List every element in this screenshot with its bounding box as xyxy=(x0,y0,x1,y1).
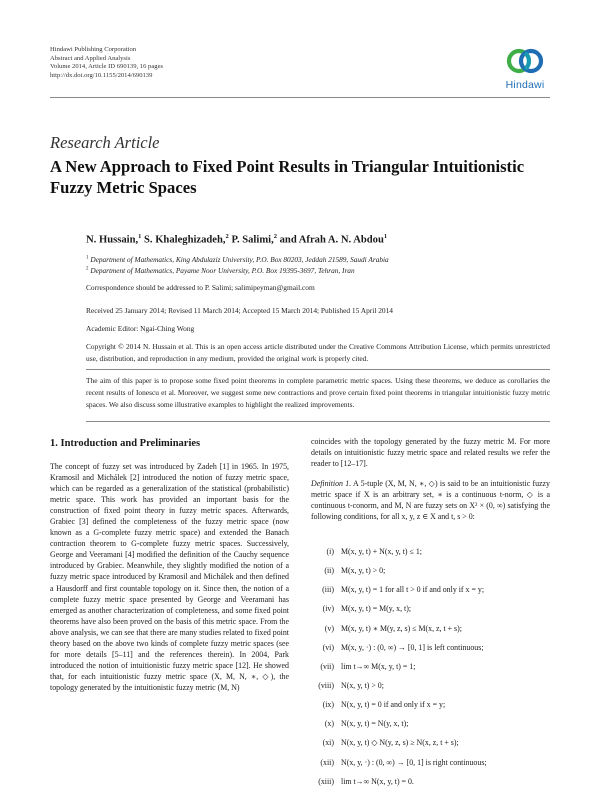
condition-number: (viii) xyxy=(318,680,334,690)
logo-wordmark: Hindawi xyxy=(505,79,545,91)
author-name: N. Hussain, xyxy=(86,234,139,246)
condition-text: M(x, y, t) = 1 for all t > 0 if and only if x = y; xyxy=(341,585,485,595)
section-heading: 1. Introduction and Preliminaries xyxy=(50,438,201,449)
condition-item xyxy=(311,699,550,718)
definition-label: Definition 1. xyxy=(311,479,352,489)
condition-text: N(x, y, t) ◇ N(y, z, s) ≥ N(x, z, t + s); xyxy=(341,738,459,748)
affiliation-text: Department of Mathematics, Payame Noor University, P.O. Box 19395-3697, Tehran, Iran xyxy=(88,266,355,275)
hindawi-rings-icon xyxy=(505,44,545,78)
condition-text: N(x, y, t) > 0; xyxy=(341,680,384,690)
author-affiliation-marker: 1 xyxy=(383,233,388,240)
condition-text: N(x, y, t) = N(y, x, t); xyxy=(341,719,409,729)
article-type: Research Article xyxy=(50,133,160,152)
copyright-notice: Copyright © 2014 N. Hussain et al. This is an open access article distributed under the Creative Commons Attribution License, which permits unrestricted use, distribution, and reproduction in any medium, provided the original work is properly cited. xyxy=(86,342,550,363)
hindawi-logo xyxy=(496,44,554,91)
intro-right-column xyxy=(311,436,550,522)
definition-paragraph xyxy=(311,478,550,522)
condition-text: N(x, y, t) = 0 if and only if x = y; xyxy=(341,700,446,710)
condition-item xyxy=(311,603,550,622)
author-name: S. Khaleghizadeh, xyxy=(141,234,226,246)
condition-text: M(x, y, t) ∗ M(y, z, s) ≤ M(x, z, t + s); xyxy=(341,623,462,633)
affiliation-marker: 1 xyxy=(86,255,89,261)
author-affiliation-marker: 2 xyxy=(273,233,277,240)
author-name: P. Salimi, xyxy=(228,234,274,246)
condition-number: (i) xyxy=(326,547,334,556)
condition-text: M(x, y, t) > 0; xyxy=(341,566,386,576)
condition-text: M(x, y, t) + N(x, y, t) ≤ 1; xyxy=(341,547,422,556)
condition-number: (xii) xyxy=(320,757,334,767)
condition-number: (iv) xyxy=(322,604,334,614)
condition-text: lim t→∞ N(x, y, t) = 0. xyxy=(341,776,414,786)
condition-item xyxy=(311,661,550,680)
author-name: and Afrah A. N. Abdou xyxy=(276,234,384,246)
condition-text: M(x, y, t) = M(y, x, t); xyxy=(341,604,412,614)
condition-text: M(x, y, ·) : (0, ∞) → [0, 1] is left continuous; xyxy=(341,642,484,652)
condition-item xyxy=(311,642,550,661)
article-title: A New Approach to Fixed Point Results in Triangular Intuitionistic Fuzzy Metric Spaces xyxy=(50,157,525,197)
intro-paragraph: The concept of fuzzy set was introduced by Zadeh [1] in 1965. In 1975, Kramosil and Michálek [2] introduced the notion of fuzzy metric space, which can be regarded as a generalization of the statistical (probabilistic) metric space. This work has provided an important basis for the construction of fixed point theory in fuzzy metric spaces. Afterwards, Grabiec [3] defined the completeness of the fuzzy metric space (now known as a G-complete fuzzy metric space) and extended the Banach contraction theorem to G-complete fuzzy metric spaces. Successively, George and Veeramani [4] modified the definition of the Cauchy sequence introduced by Grabiec. Meanwhile, they slightly modified the notion of a fuzzy metric space introduced by Kramosil and Michálek and then defined a Hausdorff and first countable topology on it. Since then, the notion of a complete fuzzy metric space presented by George and Veeramani has emerged as another characterization of completeness, and some fixed point theorems have also been proved on the basis of this metric space. From the above analysis, we can see that there are many studies related to fixed point theory based on the above two kinds of complete fuzzy metric spaces (see for more details [5–11] and the references therein). In 2004, Park introduced the notion of intuitionistic fuzzy metric space [12]. He showed that, for each intuitionistic fuzzy metric space (X, M, N, ∗, ◇), the topology generated by the intuitionistic fuzzy metric (M, N) xyxy=(50,462,289,692)
abstract-divider-top xyxy=(86,369,550,370)
affiliation-text: Department of Mathematics, King Abdulaziz University, P.O. Box 80203, Jeddah 21589, Saudi Arabia xyxy=(88,255,389,264)
condition-item xyxy=(311,718,550,737)
condition-item xyxy=(311,565,550,584)
publication-dates: Received 25 January 2014; Revised 11 March 2014; Accepted 15 March 2014; Published 15 April 2014 xyxy=(86,306,393,315)
intro-continuation: coincides with the topology generated by the fuzzy metric M. For more details on intuitionistic fuzzy metric space and related results we refer the reader to [12–17]. xyxy=(311,437,550,469)
condition-number: (vii) xyxy=(320,661,334,671)
header-divider xyxy=(50,97,550,98)
condition-number: (ix) xyxy=(322,700,334,710)
academic-editor: Academic Editor: Ngai-Ching Wong xyxy=(86,324,195,333)
condition-number: (vi) xyxy=(322,642,334,652)
condition-item xyxy=(311,546,550,565)
condition-item xyxy=(311,680,550,699)
condition-number: (iii) xyxy=(322,585,334,595)
author-list xyxy=(86,233,387,246)
condition-number: (xiii) xyxy=(318,776,334,786)
affiliation-2 xyxy=(86,266,355,275)
condition-item xyxy=(311,757,550,776)
condition-item xyxy=(311,584,550,603)
volume-line: Volume 2014, Article ID 690139, 16 pages xyxy=(50,63,164,71)
condition-number: (x) xyxy=(324,719,334,729)
journal-info xyxy=(50,46,163,80)
abstract: The aim of this paper is to propose some fixed point theorems in complete parametric metric spaces. Using these theorems, we deduce as corollaries the recent results of Ionescu et al. Moreover, we suggest some new contractions and prove certain fixed point theorems in triangular intuitionistic fuzzy metric spaces. We also discuss some illustrative examples to highlight the realized improvements. xyxy=(86,376,550,409)
condition-text: N(x, y, ·) : (0, ∞) → [0, 1] is right continuous; xyxy=(341,757,487,767)
affiliation-1 xyxy=(86,255,389,264)
condition-item xyxy=(311,737,550,756)
condition-number: (v) xyxy=(324,623,334,633)
condition-number: (ii) xyxy=(324,566,334,576)
correspondence: Correspondence should be addressed to P. Salimi; salimipeyman@gmail.com xyxy=(86,283,315,292)
author-affiliation-marker: 2 xyxy=(225,233,229,240)
publisher-line: Hindawi Publishing Corporation xyxy=(50,46,137,53)
condition-number: (xi) xyxy=(322,738,334,748)
journal-name-line: Abstract and Applied Analysis xyxy=(50,54,131,62)
intro-left-column xyxy=(50,461,289,693)
condition-text: lim t→∞ M(x, y, t) = 1; xyxy=(341,661,416,671)
condition-item xyxy=(311,623,550,642)
abstract-divider-bottom xyxy=(86,421,550,422)
definition-text: A 5-tuple (X, M, N, ∗, ◇) is said to be an intuitionistic fuzzy metric space if X is an arbitrary set, ∗ is a continuous t-norm, ◇ is a continuous t-conorm, and M, N are fuzzy sets on X² × (0, ∞) satisfying the following conditions, for all x, y, z ∈ X and t, s > 0: xyxy=(311,479,550,522)
affiliation-marker: 2 xyxy=(86,266,89,272)
condition-item xyxy=(311,776,550,795)
author-affiliation-marker: 1 xyxy=(138,233,142,240)
doi-link[interactable]: http://dx.doi.org/10.1155/2014/690139 xyxy=(50,71,153,79)
definition-conditions xyxy=(311,546,550,795)
